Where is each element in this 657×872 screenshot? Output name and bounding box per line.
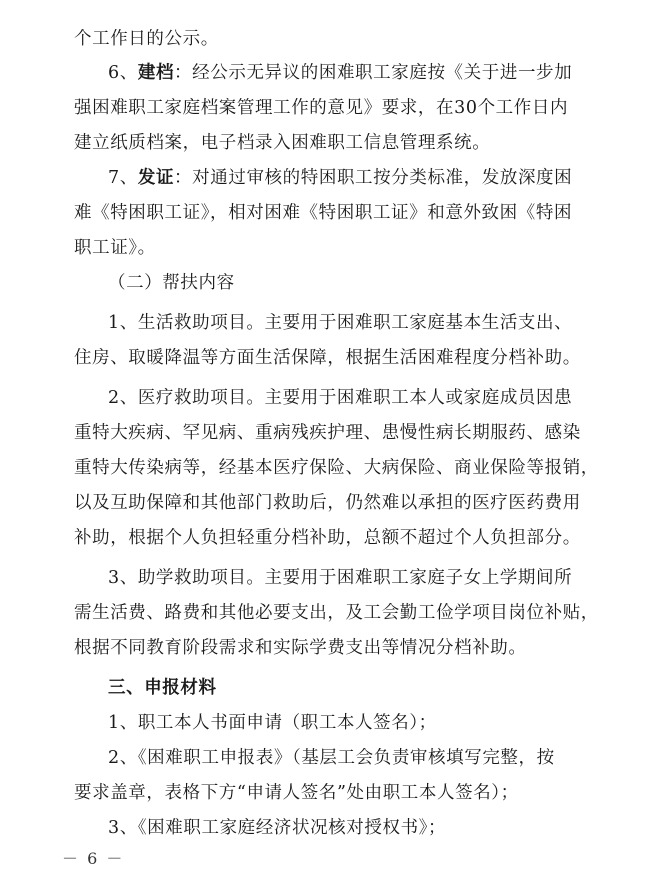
text-line: 1、职工本人书面申请（职工本人签名）； — [108, 713, 437, 733]
text-line: 职工证》。 — [74, 238, 156, 258]
subheading-assistance-content: （二）帮扶内容 — [108, 273, 235, 293]
section-issue-certificate — [108, 167, 648, 189]
text-line: 根据不同教育阶段需求和实际学费支出等情况分档补助。 — [74, 638, 527, 658]
page-number: － 6 － — [62, 849, 125, 868]
text-line: 要求盖章，表格下方“申请人签名”处由职工本人签名）； — [74, 783, 519, 803]
section-build-archive — [108, 62, 648, 84]
text-line: 补助，根据个人负担轻重分档补助，总额不超过个人负担部分。 — [74, 528, 581, 548]
text-line: 2、医疗救助项目。主要用于困难职工本人或家庭成员因患 — [108, 388, 573, 408]
term-build-archive: 建档 — [137, 63, 175, 83]
text-line: 重特大传染病等，经基本医疗保险、大病保险、商业保险等报销， — [74, 458, 599, 478]
text-line: 需生活费、路费和其他必要支出，及工会勤工俭学项目岗位补贴， — [74, 603, 599, 623]
text-line: 建立纸质档案，电子档录入困难职工信息管理系统。 — [74, 133, 491, 153]
text-line: 3、《困难职工家庭经济状况核对授权书》； — [108, 818, 447, 838]
heading-application-materials: 三、申报材料 — [108, 678, 217, 698]
text-line: 重特大疾病、罕见病、重病残疾护理、患慢性病长期服药、感染 — [74, 423, 581, 443]
text-line: 住房、取暖降温等方面生活保障，根据生活困难程度分档补助。 — [74, 348, 581, 368]
text-line: 3、助学救助项目。主要用于困难职工家庭子女上学期间所 — [108, 568, 573, 588]
text-line: 以及互助保障和其他部门救助后，仍然难以承担的医疗医药费用 — [74, 493, 581, 513]
item-number: 6、 — [108, 63, 138, 83]
text-line: 个工作日的公示。 — [74, 29, 219, 49]
term-issue-certificate: 发证 — [137, 168, 175, 188]
text-line: 强困难职工家庭档案管理工作的意见》要求，在30个工作日内 — [74, 98, 569, 118]
text-line: 1、生活救助项目。主要用于困难职工家庭基本生活支出、 — [108, 313, 573, 333]
text-line: 难《特困职工证》，相对困难《特困职工证》和意外致困《特困 — [74, 203, 573, 223]
text-line: ：对通过审核的特困职工按分类标准，发放深度困 — [174, 168, 573, 188]
item-number: 7、 — [108, 168, 138, 188]
text-line: 2、《困难职工申报表》（基层工会负责审核填写完整，按 — [108, 748, 555, 768]
text-line: ：经公示无异议的困难职工家庭按《关于进一步加 — [174, 63, 573, 83]
